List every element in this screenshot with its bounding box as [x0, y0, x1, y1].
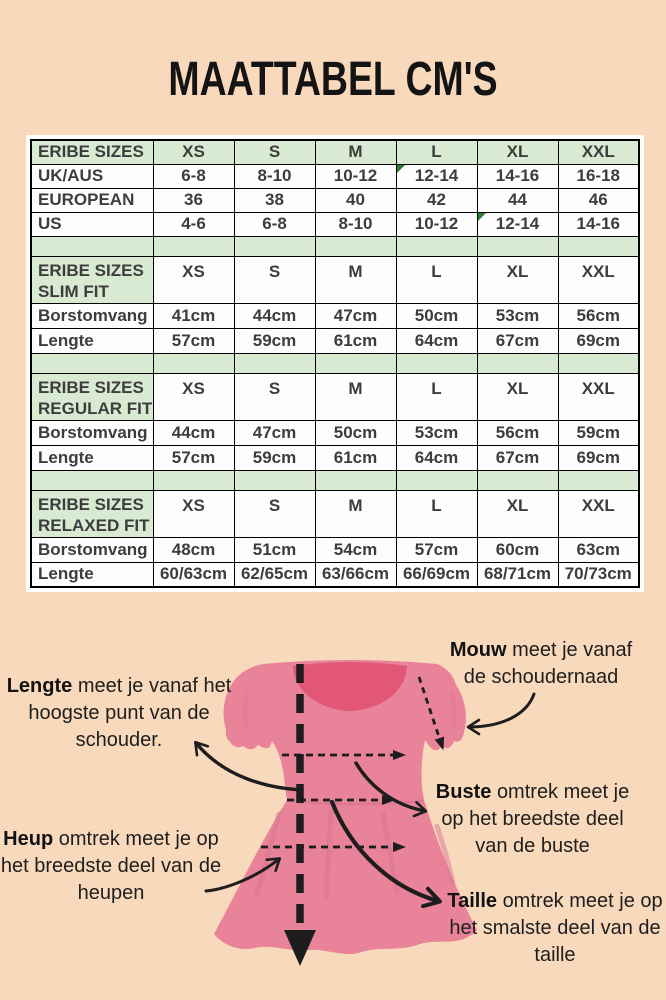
size-value-cell: 6-8 — [234, 212, 315, 236]
row-label: US — [31, 212, 153, 236]
row-label: Lengte — [31, 562, 153, 587]
size-value-cell: 51cm — [234, 537, 315, 562]
size-value-cell: 53cm — [477, 303, 558, 328]
size-value-cell: 69cm — [558, 328, 639, 353]
section-label — [31, 490, 153, 537]
size-column-header: L — [396, 490, 477, 537]
table-row — [31, 303, 639, 328]
heup-text: omtrek meet je op het breedste deel van de heupen — [0, 828, 222, 904]
row-label: Lengte — [31, 328, 153, 353]
spacer-cell — [396, 236, 477, 256]
size-value-cell: 4-6 — [153, 212, 234, 236]
size-value-cell: 16-18 — [558, 164, 639, 188]
size-value-cell: 66/69cm — [396, 562, 477, 587]
size-value-cell: 50cm — [396, 303, 477, 328]
size-value-cell: 10-12 — [396, 212, 477, 236]
size-value-cell: 57cm — [396, 537, 477, 562]
size-column-header: M — [315, 256, 396, 303]
size-value-cell: 59cm — [234, 445, 315, 470]
spacer-cell — [31, 353, 153, 373]
size-value-cell: 14-16 — [558, 212, 639, 236]
table-row — [31, 445, 639, 470]
section-header-row — [31, 256, 639, 303]
size-value-cell: 61cm — [315, 445, 396, 470]
cell-text: 12-14 — [495, 214, 540, 233]
size-column-header: XS — [153, 490, 234, 537]
buste-keyword: Buste — [435, 781, 492, 803]
size-value-cell: 67cm — [477, 328, 558, 353]
spacer-cell — [396, 353, 477, 373]
size-value-cell: 42 — [396, 188, 477, 212]
spacer-cell — [315, 236, 396, 256]
size-value-cell: 41cm — [153, 303, 234, 328]
row-label: Borstomvang — [31, 537, 153, 562]
size-value-cell: 6-8 — [153, 164, 234, 188]
spacer-row — [31, 236, 639, 256]
size-value-cell: 56cm — [477, 420, 558, 445]
spacer-cell — [31, 236, 153, 256]
section-header-row — [31, 490, 639, 537]
spacer-cell — [558, 236, 639, 256]
size-column-header: S — [234, 373, 315, 420]
section-label-line1: ERIBE SIZES — [38, 260, 144, 280]
size-column-header: XL — [477, 140, 558, 164]
size-value-cell: 61cm — [315, 328, 396, 353]
section-label-line1: ERIBE SIZES — [38, 377, 144, 397]
section-label — [31, 256, 153, 303]
section-header-row — [31, 373, 639, 420]
taille-annotation — [445, 888, 665, 969]
size-value-cell: 54cm — [315, 537, 396, 562]
size-column-header: XS — [153, 256, 234, 303]
size-value-cell: 47cm — [315, 303, 396, 328]
size-table — [30, 139, 640, 588]
spacer-cell — [315, 353, 396, 373]
spacer-cell — [477, 353, 558, 373]
cell-text: 12-14 — [414, 166, 459, 185]
table-row — [31, 562, 639, 587]
size-value-cell: 14-16 — [477, 164, 558, 188]
mouw-arrow — [469, 694, 534, 727]
size-value-cell: 67cm — [477, 445, 558, 470]
size-value-cell: 10-12 — [315, 164, 396, 188]
row-label: Borstomvang — [31, 303, 153, 328]
size-column-header: S — [234, 140, 315, 164]
size-column-header: M — [315, 490, 396, 537]
size-value-cell: 64cm — [396, 445, 477, 470]
mouw-annotation — [438, 637, 644, 691]
cell-corner-marker — [397, 165, 405, 173]
table-row — [31, 537, 639, 562]
spacer-cell — [31, 470, 153, 490]
size-column-header: XS — [153, 373, 234, 420]
size-value-cell: 46 — [558, 188, 639, 212]
size-column-header: XL — [477, 373, 558, 420]
size-table-wrapper — [26, 135, 644, 592]
spacer-cell — [234, 236, 315, 256]
size-value-cell: 62/65cm — [234, 562, 315, 587]
size-value-cell: 8-10 — [234, 164, 315, 188]
table-row — [31, 188, 639, 212]
lengte-text: meet je vanaf het hoogste punt van de schouder. — [28, 675, 232, 751]
size-value-cell: 44cm — [153, 420, 234, 445]
taille-keyword: Taille — [447, 890, 497, 912]
spacer-cell — [234, 470, 315, 490]
row-label: UK/AUS — [31, 164, 153, 188]
row-label: ERIBE SIZES — [31, 140, 153, 164]
spacer-cell — [558, 353, 639, 373]
size-value-cell: 57cm — [153, 328, 234, 353]
size-column-header: XXL — [558, 490, 639, 537]
size-value-cell — [477, 212, 558, 236]
row-label: Borstomvang — [31, 420, 153, 445]
size-value-cell: 38 — [234, 188, 315, 212]
size-value-cell: 59cm — [558, 420, 639, 445]
spacer-cell — [153, 236, 234, 256]
size-value-cell: 53cm — [396, 420, 477, 445]
spacer-cell — [153, 353, 234, 373]
page-title-text: MAATTABEL CM'S — [168, 53, 498, 106]
table-row — [31, 164, 639, 188]
size-value-cell: 8-10 — [315, 212, 396, 236]
size-value-cell: 48cm — [153, 537, 234, 562]
section-label-line2: SLIM FIT — [38, 281, 109, 301]
size-value-cell: 57cm — [153, 445, 234, 470]
size-column-header: M — [315, 140, 396, 164]
heup-keyword: Heup — [3, 828, 54, 850]
size-value-cell: 36 — [153, 188, 234, 212]
spacer-row — [31, 353, 639, 373]
table-row — [31, 140, 639, 164]
section-label-line2: REGULAR FIT — [38, 398, 153, 418]
mouw-text: meet je vanaf de schoudernaad — [463, 639, 633, 688]
spacer-cell — [396, 470, 477, 490]
spacer-cell — [477, 236, 558, 256]
size-column-header: XS — [153, 140, 234, 164]
lengte-annotation — [0, 673, 238, 754]
size-value-cell: 64cm — [396, 328, 477, 353]
spacer-cell — [477, 470, 558, 490]
row-label: EUROPEAN — [31, 188, 153, 212]
size-value-cell: 40 — [315, 188, 396, 212]
size-column-header: L — [396, 373, 477, 420]
table-row — [31, 328, 639, 353]
section-label-line1: ERIBE SIZES — [38, 494, 144, 514]
buste-text: omtrek meet je op het breedste deel van de buste — [441, 781, 630, 857]
lengte-keyword: Lengte — [6, 675, 73, 697]
size-column-header: XL — [477, 490, 558, 537]
section-label — [31, 373, 153, 420]
size-value-cell: 60/63cm — [153, 562, 234, 587]
table-row — [31, 420, 639, 445]
size-column-header: M — [315, 373, 396, 420]
spacer-cell — [234, 353, 315, 373]
heup-annotation — [0, 826, 222, 907]
size-value-cell: 50cm — [315, 420, 396, 445]
spacer-cell — [558, 470, 639, 490]
spacer-cell — [153, 470, 234, 490]
size-column-header: S — [234, 490, 315, 537]
buste-annotation — [430, 779, 635, 860]
size-column-header: XL — [477, 256, 558, 303]
size-value-cell: 60cm — [477, 537, 558, 562]
size-column-header: S — [234, 256, 315, 303]
size-column-header: XXL — [558, 256, 639, 303]
size-value-cell: 70/73cm — [558, 562, 639, 587]
size-value-cell: 44cm — [234, 303, 315, 328]
cell-corner-marker — [478, 213, 486, 221]
section-label-line2: RELAXED FIT — [38, 515, 150, 535]
size-column-header: XXL — [558, 373, 639, 420]
size-value-cell: 59cm — [234, 328, 315, 353]
table-row — [31, 212, 639, 236]
size-value-cell: 56cm — [558, 303, 639, 328]
row-label: Lengte — [31, 445, 153, 470]
page-title — [0, 52, 666, 107]
size-value-cell: 47cm — [234, 420, 315, 445]
spacer-row — [31, 470, 639, 490]
size-value-cell: 69cm — [558, 445, 639, 470]
size-value-cell: 63cm — [558, 537, 639, 562]
size-column-header: L — [396, 140, 477, 164]
size-column-header: L — [396, 256, 477, 303]
spacer-cell — [315, 470, 396, 490]
taille-text: omtrek meet je op het smalste deel van de taille — [449, 890, 663, 966]
size-value-cell: 68/71cm — [477, 562, 558, 587]
size-column-header: XXL — [558, 140, 639, 164]
size-value-cell — [396, 164, 477, 188]
mouw-keyword: Mouw — [449, 639, 507, 661]
size-value-cell: 63/66cm — [315, 562, 396, 587]
size-value-cell: 44 — [477, 188, 558, 212]
